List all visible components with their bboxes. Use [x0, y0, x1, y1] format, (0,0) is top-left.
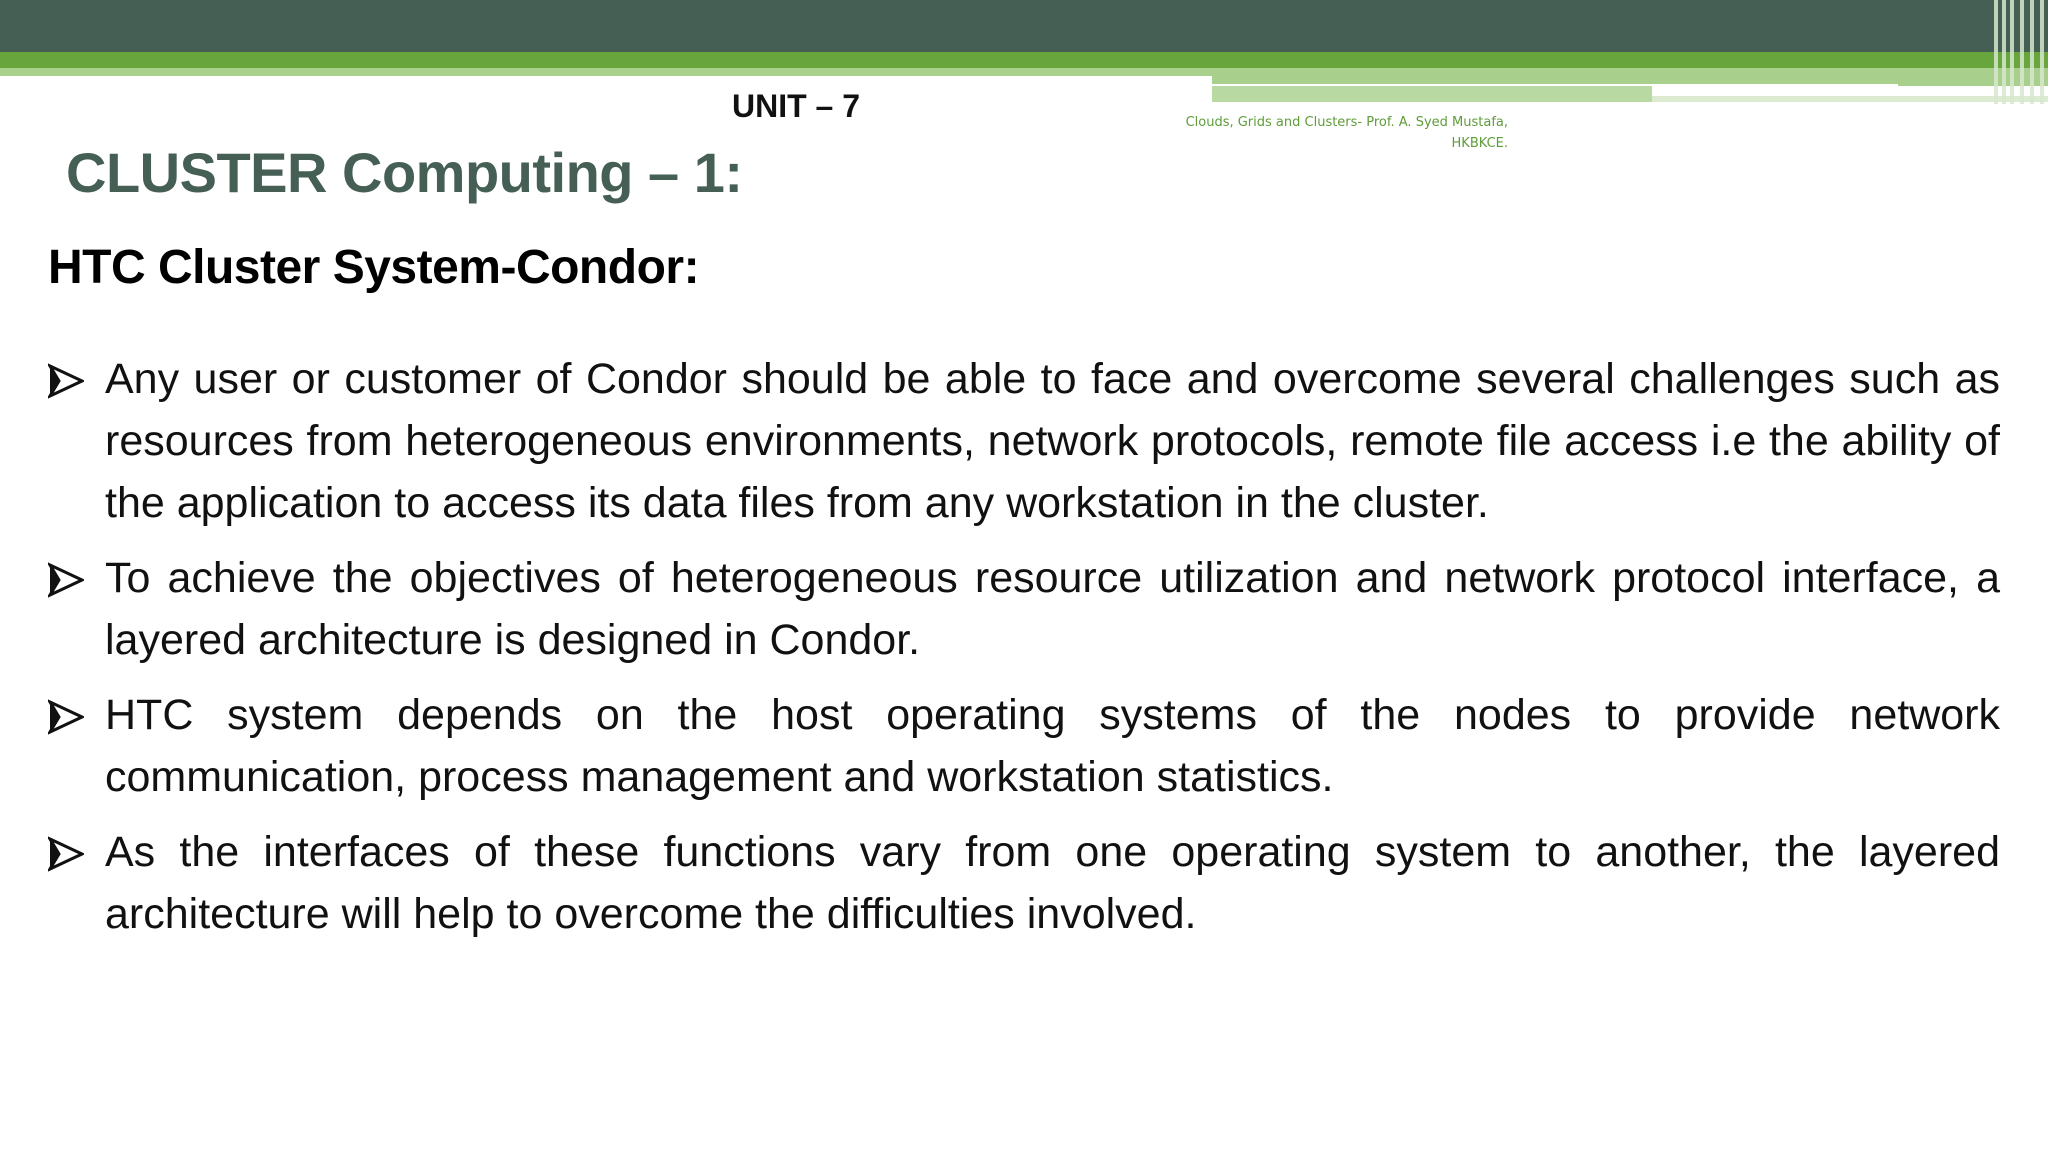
header-stripes-decoration — [1990, 0, 2048, 104]
header-band-pale — [1212, 86, 1652, 102]
author-credit — [1120, 112, 1508, 154]
bullet-text: HTC system depends on the host operating systems of the nodes to provide network communication, process management and workstation statistics. — [105, 691, 2000, 801]
bullet-text: To achieve the objectives of heterogeneous resource utilization and network protocol interface, a layered architecture is designed in Condor. — [105, 554, 2000, 664]
bullet-list — [48, 348, 2000, 958]
arrow-bullet-icon — [48, 562, 84, 598]
bullet-item — [48, 348, 2000, 534]
slide-subtitle: HTC Cluster System-Condor: — [48, 241, 700, 294]
author-credit-institution: HKBKCE. — [1451, 136, 1508, 151]
slide-title: CLUSTER Computing – 1: — [66, 141, 743, 204]
unit-label: UNIT – 7 — [732, 88, 861, 124]
author-credit-line: Clouds, Grids and Clusters- Prof. A. Syed Mustafa, — [1185, 115, 1508, 130]
bullet-item — [48, 684, 2000, 808]
bullet-item — [48, 547, 2000, 671]
arrow-bullet-icon — [48, 699, 84, 735]
header-band-green — [0, 52, 2048, 68]
bullet-text: Any user or customer of Condor should be able to face and overcome several challenges such as resources from heterogeneous environments, network protocols, remote file access i.e the ability of the application to access its data files from any workstation in the cluster. — [105, 355, 2000, 527]
header-band-dark — [0, 0, 2048, 52]
header-band-light — [0, 68, 1212, 76]
arrow-bullet-icon — [48, 836, 84, 872]
arrow-bullet-icon — [48, 363, 84, 399]
header-band-faint — [1652, 96, 2048, 102]
bullet-text: As the interfaces of these functions vary from one operating system to another, the layered architecture will help to overcome the difficulties involved. — [105, 828, 2000, 938]
bullet-item — [48, 821, 2000, 945]
